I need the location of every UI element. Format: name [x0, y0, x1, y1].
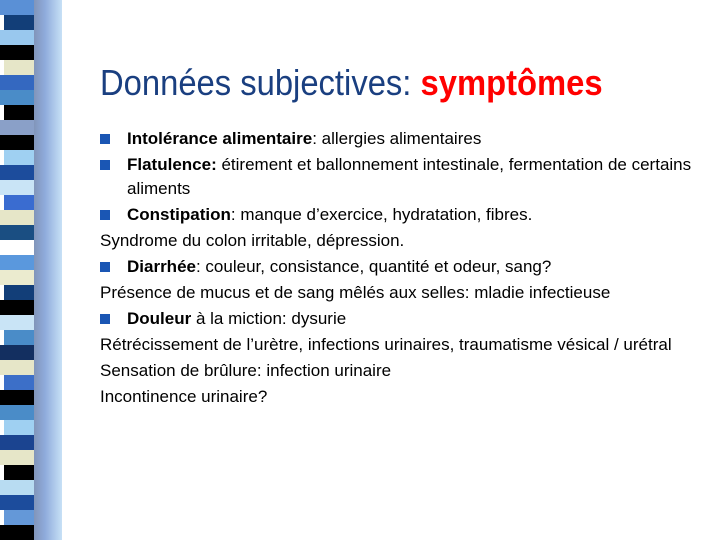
stripe-tile	[4, 510, 34, 525]
item-label: Diarrhée	[127, 257, 196, 276]
stripe-tile	[4, 465, 34, 480]
stripe-tile	[0, 495, 34, 510]
plain-line: Syndrome du colon irritable, dépression.	[100, 231, 405, 250]
stripe-tile	[0, 435, 34, 450]
stripe-tile	[0, 0, 34, 15]
stripe-tile	[4, 60, 34, 75]
item-text: à la miction: dysurie	[191, 309, 347, 328]
stripe-tile	[0, 270, 34, 285]
stripe-tile	[0, 390, 34, 405]
plain-line: Sensation de brûlure: infection urinaire	[100, 361, 392, 380]
stripe-tile	[0, 30, 34, 45]
slide-body	[100, 127, 700, 409]
stripe-tile	[0, 255, 34, 270]
stripe-tile	[0, 405, 34, 420]
stripe-tile	[0, 75, 34, 90]
plain-line: Rétrécissement de l’urètre, infections urinaires, traumatisme vésical / urétral	[100, 335, 672, 354]
item-text: : couleur, consistance, quantité et odeur, sang?	[195, 257, 552, 276]
stripe-tile	[0, 315, 34, 330]
item-label: Intolérance alimentaire	[127, 129, 313, 148]
stripe-tile	[4, 195, 34, 210]
decorative-stripe	[0, 0, 69, 540]
stripe-tile	[0, 45, 34, 60]
stripe-tile	[4, 105, 34, 120]
square-bullet-icon	[100, 314, 110, 324]
stripe-tile	[0, 480, 34, 495]
square-bullet-icon	[100, 134, 110, 144]
bullet-item	[100, 307, 700, 331]
stripe-tile	[4, 240, 34, 255]
title-main: Données subjectives:	[100, 62, 412, 103]
square-bullet-icon	[100, 160, 110, 170]
stripe-tile	[0, 450, 34, 465]
stripe-tile	[0, 90, 34, 105]
stripe-tile	[0, 225, 34, 240]
stripe-tile	[0, 525, 34, 540]
slide-title	[100, 58, 655, 108]
plain-line: Incontinence urinaire?	[100, 387, 268, 406]
plain-line: Présence de mucus et de sang mêlés aux selles: mladie infectieuse	[100, 283, 611, 302]
square-bullet-icon	[100, 210, 110, 220]
stripe-tile	[0, 210, 34, 225]
item-text: étirement et ballonnement intestinale, fermentation de certains aliments	[127, 155, 692, 198]
stripe-tile	[4, 375, 34, 390]
stripe-tile	[4, 15, 34, 30]
stripe-tile	[4, 330, 34, 345]
stripe-tile	[4, 285, 34, 300]
item-label: Douleur	[127, 309, 192, 328]
bullet-item	[100, 153, 700, 201]
square-bullet-icon	[100, 262, 110, 272]
stripe-tile	[0, 165, 34, 180]
stripe-tile	[0, 120, 34, 135]
stripe-tile	[0, 180, 34, 195]
item-label: Flatulence:	[127, 155, 217, 174]
stripe-tile	[4, 150, 34, 165]
stripe-tile	[0, 345, 34, 360]
title-accent: symptômes	[420, 62, 603, 103]
item-text: : allergies alimentaires	[312, 129, 482, 148]
stripe-tile	[0, 360, 34, 375]
stripe-tile	[0, 300, 34, 315]
stripe-tile	[4, 420, 34, 435]
bullet-item	[100, 203, 700, 227]
bullet-item	[100, 255, 700, 279]
item-text: : manque d’exercice, hydratation, fibres.	[230, 205, 533, 224]
bullet-item	[100, 127, 700, 151]
stripe-tile	[0, 135, 34, 150]
stripe-edge	[34, 0, 62, 540]
item-label: Constipation	[127, 205, 231, 224]
